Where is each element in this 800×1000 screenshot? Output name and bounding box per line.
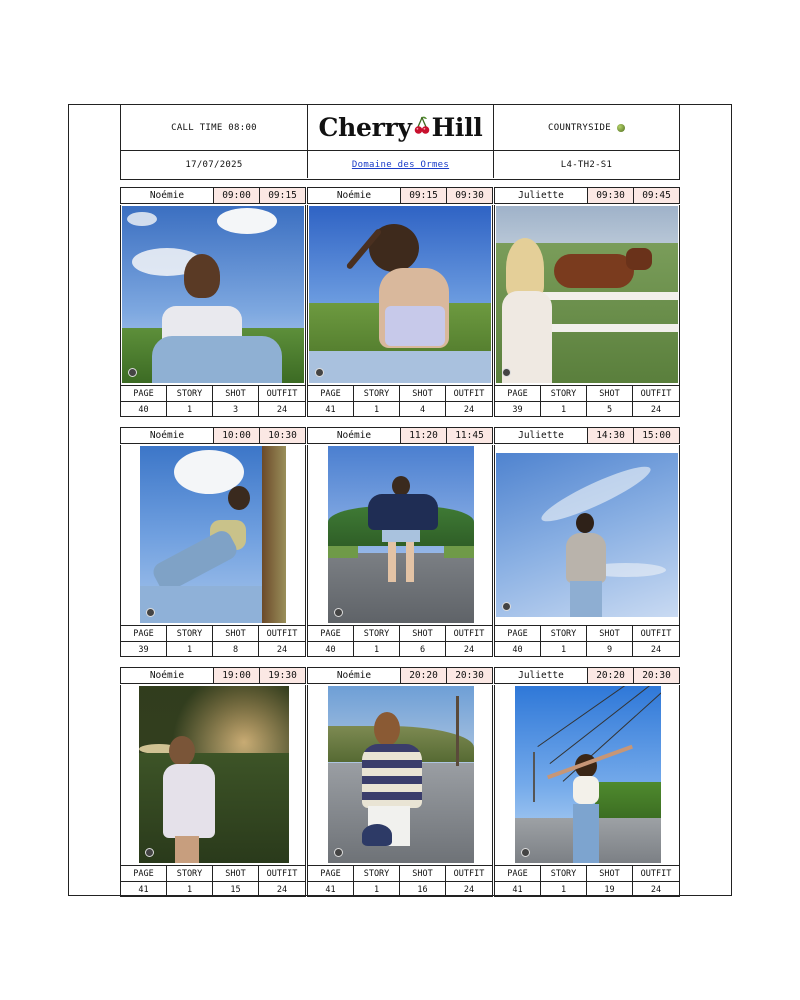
- meta-shot: 4: [400, 402, 446, 417]
- shot-meta: [494, 625, 680, 657]
- meta-shot-label: SHOT: [587, 386, 633, 402]
- end-time: 20:30: [446, 668, 492, 683]
- meta-story-label: STORY: [167, 386, 213, 402]
- shot-card: [494, 187, 680, 417]
- meta-page-label: PAGE: [308, 386, 354, 402]
- brand-right: Hill: [431, 113, 483, 142]
- meta-shot: 6: [400, 642, 446, 657]
- meta-outfit-label: OUTFIT: [446, 386, 492, 402]
- meta-shot: 8: [213, 642, 259, 657]
- talent-name: Noémie: [149, 430, 185, 441]
- cherry-icon: [414, 113, 430, 142]
- meta-story: 1: [354, 402, 400, 417]
- shot-photo[interactable]: [140, 446, 286, 623]
- meta-shot: 15: [213, 882, 259, 897]
- photo-frame: [494, 445, 680, 625]
- meta-outfit: 24: [650, 404, 662, 415]
- sheet-content: [120, 105, 680, 895]
- meta-story: 1: [167, 402, 213, 417]
- shot-meta: [494, 385, 680, 417]
- meta-page: 41: [495, 882, 541, 897]
- meta-page: 40: [308, 642, 354, 657]
- user-badge-icon: [334, 608, 343, 617]
- meta-shot-label: SHOT: [400, 386, 446, 402]
- call-sheet: [68, 104, 732, 896]
- shot-meta: [494, 865, 680, 897]
- photo-frame: [307, 685, 493, 865]
- card-header: [307, 427, 493, 444]
- meta-page: 41: [308, 882, 354, 897]
- talent-name: Juliette: [518, 430, 564, 441]
- meta-page: 39: [121, 642, 167, 657]
- venue-cell: [307, 151, 494, 178]
- talent-name: Juliette: [518, 670, 564, 681]
- meta-outfit-label: OUTFIT: [259, 386, 305, 402]
- talent-name: Noémie: [336, 670, 372, 681]
- meta-story-label: STORY: [541, 866, 587, 882]
- user-badge-icon: [145, 848, 154, 857]
- end-time: 10:30: [259, 428, 305, 443]
- meta-page: 41: [308, 402, 354, 417]
- meta-shot-label: SHOT: [587, 626, 633, 642]
- meta-page: 41: [121, 882, 167, 897]
- meta-outfit-label: OUTFIT: [633, 626, 679, 642]
- shot-card: [120, 187, 306, 417]
- meta-outfit: 24: [650, 884, 662, 895]
- shot-photo[interactable]: [496, 453, 678, 617]
- end-time: 15:00: [633, 428, 679, 443]
- card-header: [307, 667, 493, 684]
- shot-meta: [120, 385, 306, 417]
- photo-frame: [120, 205, 306, 385]
- talent-name: Noémie: [149, 190, 185, 201]
- meta-story: 1: [354, 882, 400, 897]
- meta-outfit-label: OUTFIT: [446, 866, 492, 882]
- start-time: 14:30: [587, 428, 633, 443]
- meta-story: 1: [541, 642, 587, 657]
- meta-outfit-label: OUTFIT: [633, 386, 679, 402]
- meta-outfit: 24: [463, 644, 475, 655]
- meta-page-label: PAGE: [121, 626, 167, 642]
- start-time: 09:30: [587, 188, 633, 203]
- meta-story: 1: [354, 642, 400, 657]
- user-badge-icon: [334, 848, 343, 857]
- shot-photo[interactable]: [309, 206, 491, 383]
- start-time: 19:00: [213, 668, 259, 683]
- meta-page-label: PAGE: [495, 866, 541, 882]
- shot-card: [120, 427, 306, 657]
- call-time: CALL TIME 08:00: [121, 105, 307, 151]
- location-type: [494, 105, 679, 151]
- meta-shot-label: SHOT: [213, 386, 259, 402]
- end-time: 09:45: [633, 188, 679, 203]
- meta-page-label: PAGE: [308, 626, 354, 642]
- meta-outfit: 24: [463, 404, 475, 415]
- shot-photo[interactable]: [139, 686, 289, 863]
- talent-name: Juliette: [518, 190, 564, 201]
- start-time: 09:00: [213, 188, 259, 203]
- start-time: 11:20: [400, 428, 446, 443]
- photo-frame: [120, 445, 306, 625]
- brand-left: Cherry: [318, 113, 412, 142]
- meta-outfit-label: OUTFIT: [633, 866, 679, 882]
- meta-story: 1: [167, 882, 213, 897]
- meta-story-label: STORY: [354, 626, 400, 642]
- end-time: 19:30: [259, 668, 305, 683]
- card-header: [120, 427, 306, 444]
- olive-dot-icon: [617, 124, 625, 132]
- user-badge-icon: [502, 368, 511, 377]
- card-header: [307, 187, 493, 204]
- user-badge-icon: [521, 848, 530, 857]
- end-time: 20:30: [633, 668, 679, 683]
- meta-shot: 9: [587, 642, 633, 657]
- meta-story-label: STORY: [354, 386, 400, 402]
- meta-outfit: 24: [276, 884, 288, 895]
- meta-page-label: PAGE: [308, 866, 354, 882]
- photo-frame: [494, 685, 680, 865]
- location-type-label: COUNTRYSIDE: [548, 122, 611, 133]
- meta-shot-label: SHOT: [400, 866, 446, 882]
- photo-frame: [120, 685, 306, 865]
- user-badge-icon: [146, 608, 155, 617]
- meta-shot-label: SHOT: [213, 866, 259, 882]
- meta-shot-label: SHOT: [213, 626, 259, 642]
- meta-outfit: 24: [650, 644, 662, 655]
- end-time: 09:15: [259, 188, 305, 203]
- venue-link[interactable]: Domaine des Ormes: [351, 159, 450, 170]
- meta-page: 40: [121, 402, 167, 417]
- shot-meta: [307, 385, 493, 417]
- photo-frame: [307, 205, 493, 385]
- shot-card: [494, 427, 680, 657]
- meta-outfit: 24: [463, 884, 475, 895]
- user-badge-icon: [315, 368, 324, 377]
- shot-photo[interactable]: [328, 686, 474, 863]
- card-header: [494, 667, 680, 684]
- user-badge-icon: [502, 602, 511, 611]
- shot-photo[interactable]: [328, 446, 474, 623]
- meta-page: 40: [495, 642, 541, 657]
- meta-shot: 16: [400, 882, 446, 897]
- meta-story-label: STORY: [167, 626, 213, 642]
- meta-page: 39: [495, 402, 541, 417]
- meta-outfit: 24: [276, 404, 288, 415]
- start-time: 09:15: [400, 188, 446, 203]
- brand-logo: [307, 105, 494, 151]
- meta-page-label: PAGE: [121, 386, 167, 402]
- meta-outfit-label: OUTFIT: [259, 626, 305, 642]
- meta-page-label: PAGE: [495, 386, 541, 402]
- meta-page-label: PAGE: [495, 626, 541, 642]
- user-badge-icon: [128, 368, 137, 377]
- shot-photo[interactable]: [122, 206, 304, 383]
- start-time: 20:20: [587, 668, 633, 683]
- shot-meta: [120, 625, 306, 657]
- start-time: 20:20: [400, 668, 446, 683]
- photo-frame: [494, 205, 680, 385]
- meta-story: 1: [167, 642, 213, 657]
- meta-story-label: STORY: [541, 626, 587, 642]
- meta-story-label: STORY: [354, 866, 400, 882]
- shot-card: [307, 187, 493, 417]
- shot-card: [307, 667, 493, 897]
- shot-meta: [120, 865, 306, 897]
- meta-story-label: STORY: [167, 866, 213, 882]
- talent-name: Noémie: [336, 190, 372, 201]
- end-time: 11:45: [446, 428, 492, 443]
- card-header: [120, 187, 306, 204]
- meta-page-label: PAGE: [121, 866, 167, 882]
- meta-outfit-label: OUTFIT: [259, 866, 305, 882]
- meta-story-label: STORY: [541, 386, 587, 402]
- meta-story: 1: [541, 882, 587, 897]
- talent-name: Noémie: [149, 670, 185, 681]
- meta-shot-label: SHOT: [587, 866, 633, 882]
- meta-shot: 5: [587, 402, 633, 417]
- sheet-header: [120, 105, 680, 180]
- shoot-date: 17/07/2025: [185, 159, 243, 170]
- meta-story: 1: [541, 402, 587, 417]
- card-header: [494, 427, 680, 444]
- card-header: [494, 187, 680, 204]
- shoot-code: L4-TH2-S1: [560, 159, 613, 170]
- meta-shot-label: SHOT: [400, 626, 446, 642]
- start-time: 10:00: [213, 428, 259, 443]
- end-time: 09:30: [446, 188, 492, 203]
- shot-card: [494, 667, 680, 897]
- shot-meta: [307, 865, 493, 897]
- photo-frame: [307, 445, 493, 625]
- meta-outfit: 24: [276, 644, 288, 655]
- meta-shot: 3: [213, 402, 259, 417]
- shot-meta: [307, 625, 493, 657]
- talent-name: Noémie: [336, 430, 372, 441]
- shot-photo[interactable]: [496, 206, 678, 383]
- meta-shot: 19: [587, 882, 633, 897]
- shot-card: [120, 667, 306, 897]
- meta-outfit-label: OUTFIT: [446, 626, 492, 642]
- shot-photo[interactable]: [515, 686, 661, 863]
- card-header: [120, 667, 306, 684]
- shot-card: [307, 427, 493, 657]
